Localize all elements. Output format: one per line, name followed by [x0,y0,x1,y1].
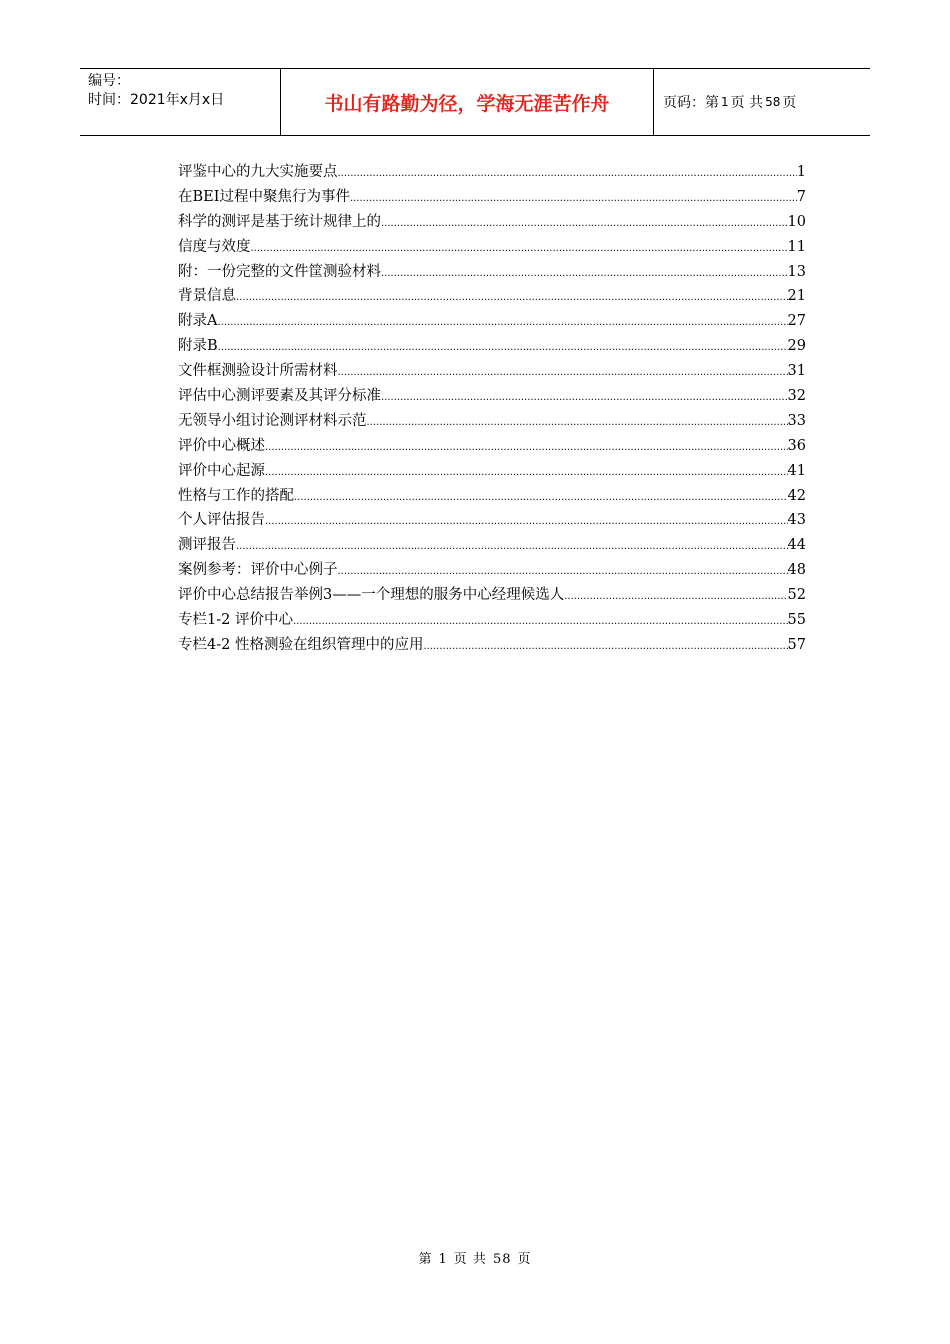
document-time-label: 时间：2021年x月x日 [88,92,225,108]
toc-leader-dots [265,467,788,478]
toc-entry-page: 43 [787,512,806,529]
toc-entry-title: 评估中心测评要素及其评分标准 [178,388,381,405]
header-page-suffix: 页 [782,95,797,111]
toc-leader-dots [381,218,788,229]
toc-leader-dots [236,292,788,303]
toc-entry-title: 附录A [178,313,218,330]
toc-entry-page: 33 [787,412,806,429]
toc-entry[interactable] [178,260,806,285]
footer-mid: 页 共 [453,1252,487,1267]
toc-leader-dots [236,541,788,552]
toc-leader-dots [338,566,788,577]
toc-entry[interactable] [178,508,806,533]
header-page-current: 1 [721,95,729,109]
page-header [80,68,870,136]
header-page-mid: 页 共 [730,95,764,111]
toc-leader-dots [350,193,797,204]
toc-entry-page: 32 [787,388,806,405]
toc-leader-dots [265,516,788,527]
toc-entry-page: 36 [787,437,806,454]
toc-entry-title: 附录B [178,338,218,355]
toc-entry-title: 个人评估报告 [178,512,265,529]
toc-entry-page: 13 [787,263,806,280]
header-meta [80,69,281,135]
toc-entry-title: 在BEI过程中聚焦行为事件 [178,188,350,205]
header-page-info [654,69,870,135]
header-page-prefix: 页码：第 [663,95,719,111]
toc-leader-dots [293,616,788,627]
toc-entry[interactable] [178,284,806,309]
toc-leader-dots [381,392,788,403]
toc-leader-dots [218,342,788,353]
toc-entry-title: 案例参考：评价中心例子 [178,562,338,579]
toc-leader-dots [294,492,788,503]
footer-total: 58 [492,1252,512,1267]
toc-entry[interactable] [178,210,806,235]
toc-entry-page: 7 [796,188,806,205]
toc-entry-page: 41 [787,462,806,479]
toc-entry[interactable] [178,633,806,658]
toc-entry-page: 11 [787,238,806,255]
toc-entry[interactable] [178,185,806,210]
header-motto: 书山有路勤为径，学海无涯苦作舟 [281,69,654,135]
toc-entry-page: 42 [787,487,806,504]
toc-leader-dots [265,442,788,453]
toc-entry[interactable] [178,434,806,459]
toc-entry-title: 性格与工作的搭配 [178,487,294,504]
toc-leader-dots [423,641,787,652]
toc-entry[interactable] [178,533,806,558]
toc-entry-title: 科学的测评是基于统计规律上的 [178,213,381,230]
header-page-total: 58 [765,95,781,109]
toc-entry[interactable] [178,459,806,484]
toc-entry-page: 55 [787,612,806,629]
footer-suffix: 页 [517,1252,532,1267]
toc-leader-dots [338,168,797,179]
footer-current: 1 [438,1252,448,1267]
table-of-contents [178,160,806,658]
toc-entry-title: 测评报告 [178,537,236,554]
toc-entry[interactable] [178,558,806,583]
toc-entry[interactable] [178,409,806,434]
footer-prefix: 第 [418,1252,433,1267]
toc-entry[interactable] [178,160,806,185]
toc-entry-title: 附：一份完整的文件筐测验材料 [178,263,381,280]
toc-entry-title: 评鉴中心的九大实施要点 [178,164,338,180]
toc-leader-dots [251,243,788,254]
toc-entry-page: 48 [787,562,806,579]
toc-leader-dots [338,367,788,378]
toc-leader-dots [367,417,788,428]
toc-entry-title: 专栏1-2 评价中心 [178,612,293,629]
document-number-label: 编号： [88,73,130,89]
toc-entry-title: 专栏4-2 性格测验在组织管理中的应用 [178,636,424,653]
toc-entry-title: 信度与效度 [178,238,251,255]
toc-entry-page: 10 [787,213,806,230]
toc-entry-title: 评价中心起源 [178,462,265,479]
toc-entry-page: 29 [787,338,806,355]
page-footer [0,1248,950,1267]
toc-entry-page: 52 [787,587,806,604]
toc-entry[interactable] [178,608,806,633]
toc-entry[interactable] [178,484,806,509]
toc-entry[interactable] [178,583,806,608]
toc-entry-title: 无领导小组讨论测评材料示范 [178,412,367,429]
toc-entry[interactable] [178,384,806,409]
toc-entry[interactable] [178,359,806,384]
toc-entry[interactable] [178,235,806,260]
toc-leader-dots [217,317,787,328]
toc-leader-dots [381,268,788,279]
toc-entry[interactable] [178,309,806,334]
toc-entry-title: 文件框测验设计所需材料 [178,363,338,380]
toc-entry-page: 21 [787,288,806,305]
toc-entry-title: 背景信息 [178,288,236,305]
toc-entry-page: 1 [796,164,806,180]
toc-entry-title: 评价中心概述 [178,437,265,454]
toc-entry-title: 评价中心总结报告举例3——一个理想的服务中心经理候选人 [178,587,565,604]
toc-leader-dots [564,591,787,602]
toc-entry-page: 27 [787,313,806,330]
toc-entry[interactable] [178,334,806,359]
toc-entry-page: 31 [787,363,806,380]
toc-entry-page: 57 [787,636,806,653]
toc-entry-page: 44 [787,537,806,554]
